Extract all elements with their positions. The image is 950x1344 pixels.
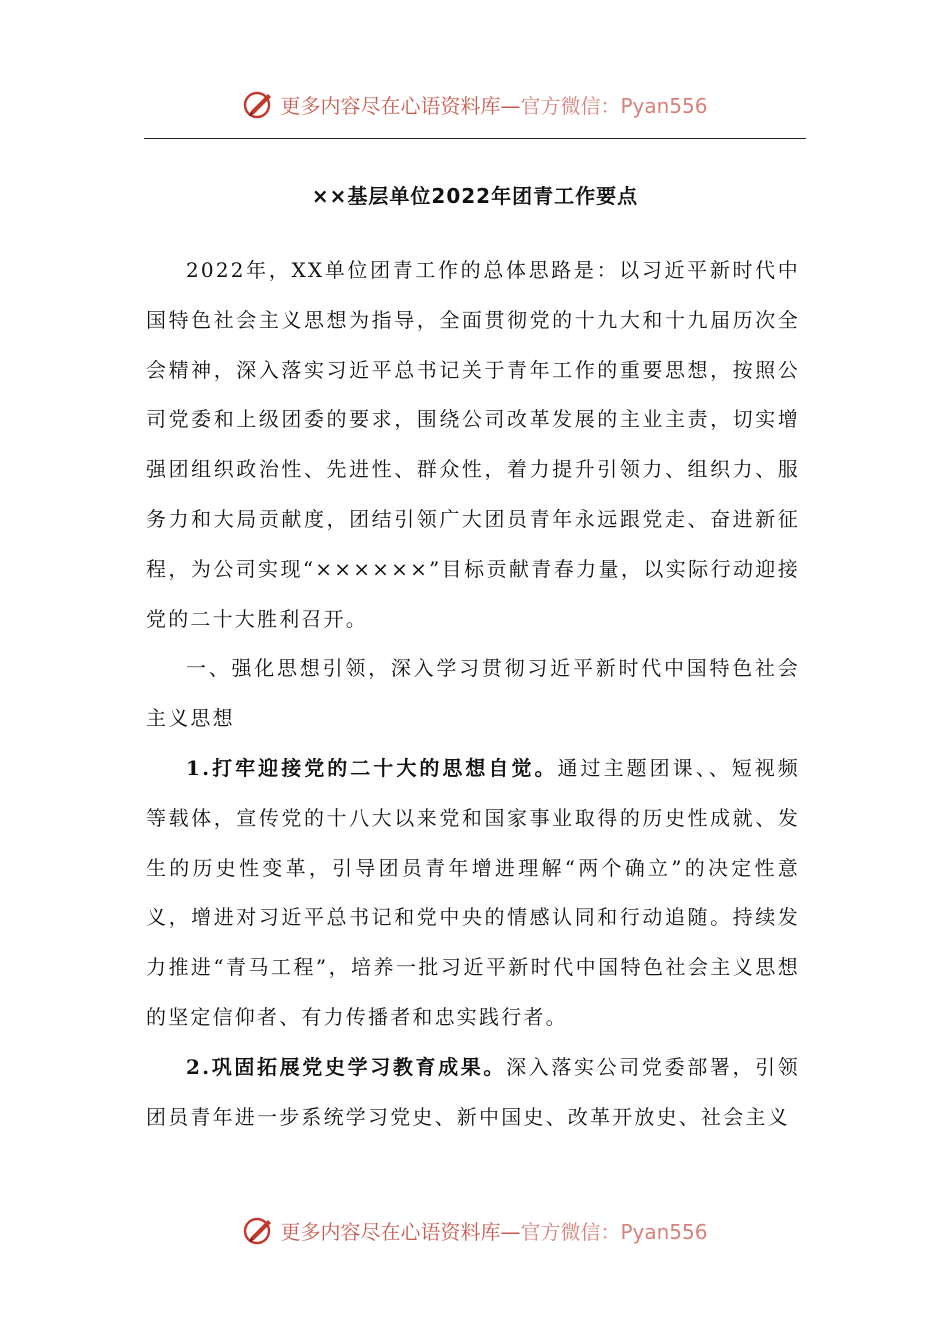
pen-logo-icon [242, 1213, 276, 1247]
item-1-body: 通过主题团课、、短视频等载体，宣传党的十八大以来党和国家事业取得的历史性成就、发生的历史性变革，引导团员青年增进理解“两个确立”的决定性意义，增进对习近平总书记和党中央的情感认同和行动追随。持续发力推进“青马工程”，培养一批习近平新时代中国特色社会主义思想的坚定信仰者、有力传播者和忠实践行者。 [146, 755, 801, 1029]
section-heading-1: 一、强化思想引领，深入学习贯彻习近平新时代中国特色社会主义思想 [146, 656, 800, 731]
intro-paragraph: 2022年，XX单位团青工作的总体思路是：以习近平新时代中国特色社会主义思想为指导，全面贯彻党的十九大和十九届历次全会精神，深入落实习近平总书记关于青年工作的重要思想，按照公司党委和上级团委的要求，围绕公司改革发展的主业主责，切实增强团组织政治性、先进性、群众性，着力提升引领力、组织力、服务力和大局贡献度，团结引领广大团员青年永远跟党走、奋进新征程，为公司实现“××××××”目标贡献青春力量，以实际行动迎接党的二十大胜利召开。 [146, 258, 800, 631]
footer-wechat-text: 官方微信：Pyan556 [520, 1219, 708, 1244]
document-title: ××基层单位2022年团青工作要点 [311, 184, 639, 208]
header-watermark-text: 更多内容尽在心语资料库— [280, 93, 521, 118]
header-watermark [0, 84, 950, 124]
item-2-heading: 2.巩固拓展党史学习教育成果。 [186, 1054, 507, 1079]
footer-watermark-text: 更多内容尽在心语资料库— [280, 1219, 521, 1244]
item-1-heading: 1.打牢迎接党的二十大的思想自觉。 [186, 755, 558, 780]
header-wechat-text: 官方微信：Pyan556 [520, 93, 708, 118]
footer-watermark [0, 1210, 950, 1250]
item-2-body: 深入落实公司党委部署，引领团员青年进一步系统学习党史、新中国史、改革开放史、社会主义 [146, 1054, 800, 1129]
item-2-paragraph [146, 1043, 800, 1143]
document-body [146, 246, 800, 1142]
item-1-paragraph [146, 744, 800, 1043]
pen-logo-icon [242, 87, 276, 121]
header-divider [144, 138, 806, 139]
